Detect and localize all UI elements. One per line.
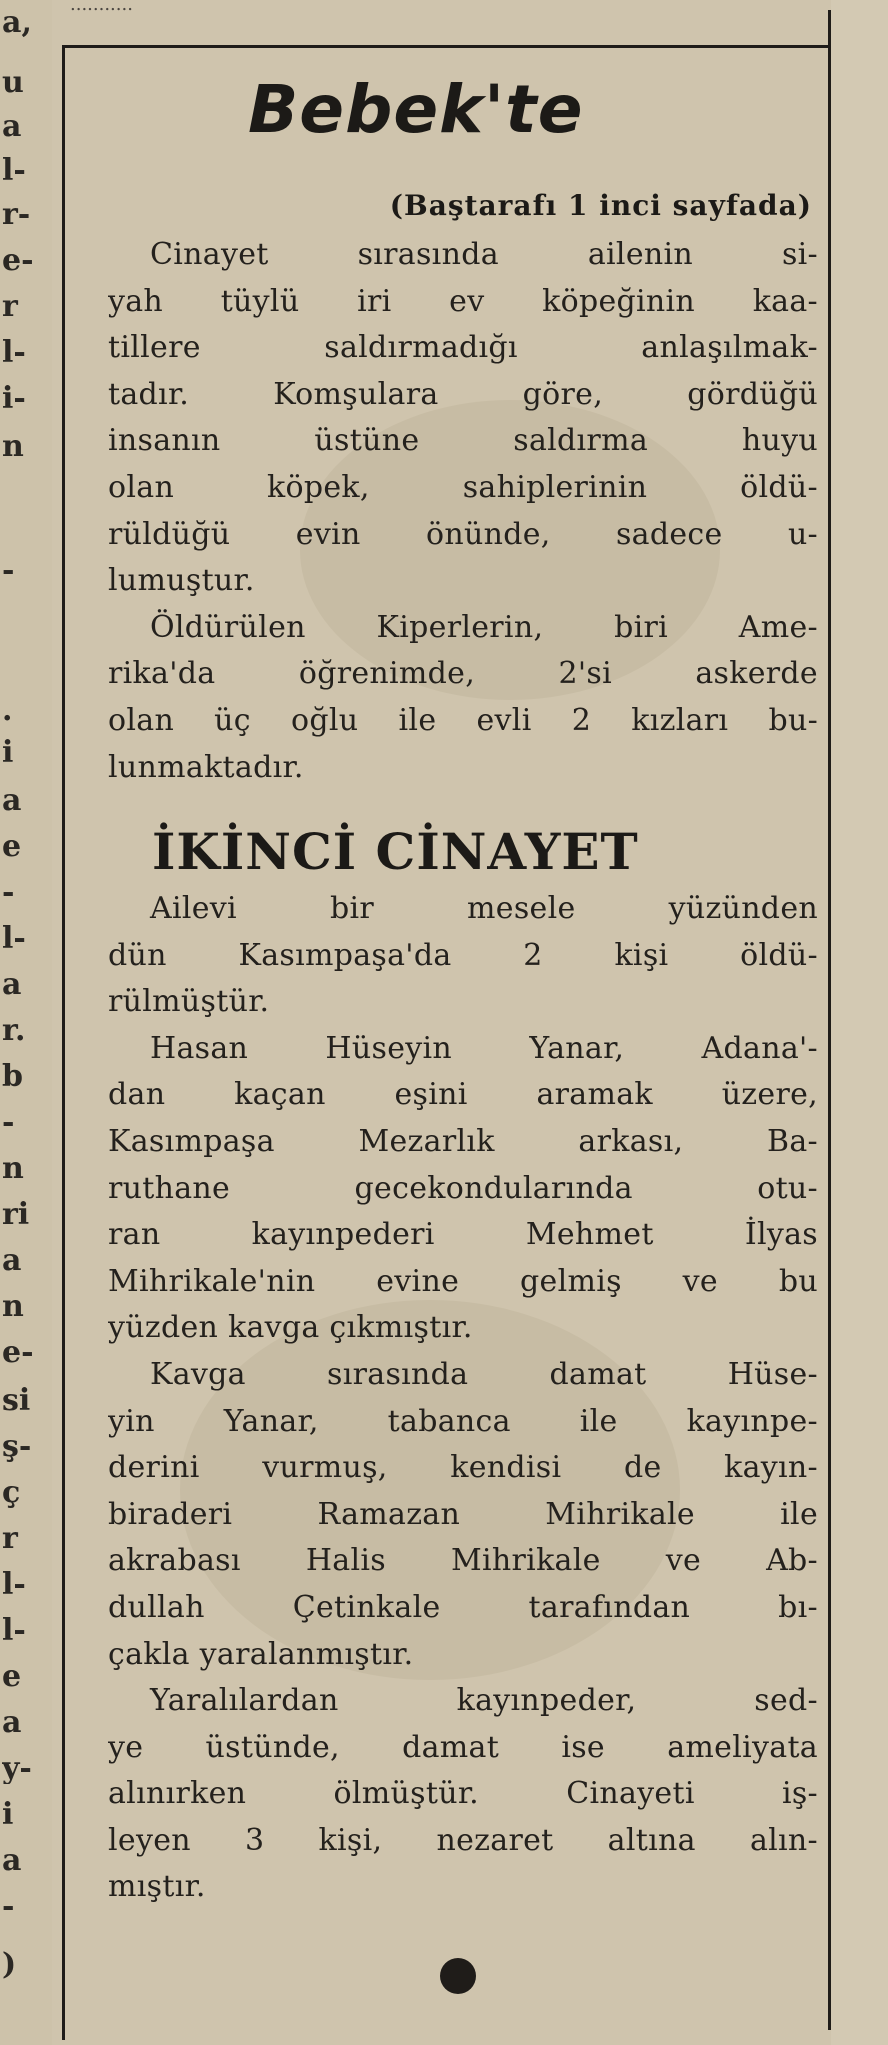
fragment-letter: r [2, 292, 18, 322]
article-headline: Bebek'te [248, 71, 584, 148]
body-line: ye üstünde, damat ise ameliyata [108, 1729, 818, 1765]
body-line: ran kayınpederi Mehmet İlyas [108, 1217, 818, 1253]
body-line: yüzden kavga çıkmıştır. [108, 1310, 473, 1346]
fragment-letter: e [2, 832, 22, 862]
section-heading: İKİNCİ CİNAYET [152, 822, 639, 881]
fragment-letter: l- [2, 1570, 26, 1600]
body-line: lunmaktadır. [108, 749, 304, 785]
fragment-letter: n [2, 432, 24, 462]
body-line: Kasımpaşa Mezarlık arkası, Ba- [108, 1123, 818, 1159]
body-line: yah tüylü iri ev köpeğinin kaa- [108, 283, 818, 319]
fragment-letter: e- [2, 1338, 34, 1368]
body-line: derini vurmuş, kendisi de kayın- [108, 1450, 818, 1486]
body-line: olan üç oğlu ile evli 2 kızları bu- [108, 702, 818, 738]
frame-top-rule [62, 45, 832, 48]
fragment-letter: si [2, 1386, 31, 1416]
continuation-note: (Baştarafı 1 inci sayfada) [389, 189, 812, 222]
body-line: dullah Çetinkale tarafından bı- [108, 1589, 818, 1625]
right-margin [831, 0, 888, 2045]
article-body-part-2 [108, 886, 818, 1911]
fragment-letter: n [2, 1292, 24, 1322]
fragment-letter: i [2, 738, 14, 768]
body-line: dan kaçan eşini aramak üzere, [108, 1077, 818, 1113]
body-line: lumuştur. [108, 563, 255, 599]
body-line: Yaralılardan kayınpeder, sed- [150, 1683, 818, 1719]
fragment-letter: i- [2, 384, 26, 414]
body-line: olan köpek, sahiplerinin öldü- [108, 469, 818, 505]
fragment-letter: a [2, 1846, 22, 1876]
body-line: yin Yanar, tabanca ile kayınpe- [108, 1403, 818, 1439]
fragment-letter: - [2, 878, 15, 908]
fragment-letter: u [2, 68, 24, 98]
fragment-letter: a [2, 786, 22, 816]
body-line: Mihrikale'nin evine gelmiş ve bu [108, 1263, 818, 1299]
body-line: Kavga sırasında damat Hüse- [150, 1356, 818, 1392]
fragment-letter: l- [2, 156, 26, 186]
fragment-letter: r- [2, 200, 31, 230]
body-line: mıştır. [108, 1869, 206, 1905]
body-line: biraderi Ramazan Mihrikale ile [108, 1496, 818, 1532]
fragment-letter: r. [2, 1016, 26, 1046]
body-line: leyen 3 kişi, nezaret altına alın- [108, 1822, 818, 1858]
fragment-letter: - [2, 1108, 15, 1138]
body-line: tillere saldırmadığı anlaşılmak- [108, 330, 818, 366]
body-line: tadır. Komşulara göre, gördüğü [108, 376, 818, 412]
body-line: Ailevi bir mesele yüzünden [150, 891, 818, 926]
fragment-letter: n [2, 1154, 24, 1184]
body-line: Cinayet sırasında ailenin si- [150, 237, 818, 272]
fragment-letter: e- [2, 246, 34, 276]
fragment-letter: a [2, 970, 22, 1000]
frame-left-rule [62, 45, 65, 2040]
body-line: dün Kasımpaşa'da 2 kişi öldü- [108, 937, 818, 973]
fragment-letter: a [2, 1708, 22, 1738]
adjacent-column-fragment [0, 0, 52, 2045]
cut-off-text-above: ........... [70, 0, 133, 14]
body-line: rüldüğü evin önünde, sadece u- [108, 516, 818, 552]
fragment-letter: a, [2, 8, 32, 38]
fragment-letter: l- [2, 924, 26, 954]
end-mark-bullet [440, 1958, 476, 1994]
fragment-letter: ri [2, 1200, 30, 1230]
body-line: insanın üstüne saldırma huyu [108, 423, 818, 459]
body-line: çakla yaralanmıştır. [108, 1636, 414, 1672]
fragment-letter: b [2, 1062, 23, 1092]
fragment-letter: r [2, 1524, 18, 1554]
fragment-letter: a [2, 112, 22, 142]
body-line: akrabası Halis Mihrikale ve Ab- [108, 1543, 818, 1579]
fragment-letter: l- [2, 1616, 26, 1646]
body-line: Öldürülen Kiperlerin, biri Ame- [150, 609, 818, 645]
fragment-letter: ş- [2, 1432, 32, 1462]
fragment-letter: y- [2, 1754, 32, 1784]
fragment-letter: - [2, 556, 15, 586]
body-line: Hasan Hüseyin Yanar, Adana'- [150, 1030, 818, 1066]
body-line: rülmüştür. [108, 984, 270, 1020]
fragment-letter: . [2, 696, 13, 726]
fragment-letter: i [2, 1800, 14, 1830]
fragment-letter: e [2, 1662, 22, 1692]
body-line: ruthane gecekondularında otu- [108, 1170, 818, 1206]
fragment-letter: a [2, 1246, 22, 1276]
article-body-part-1 [108, 232, 818, 791]
body-line: rika'da öğrenimde, 2'si askerde [108, 656, 818, 692]
fragment-letter: l- [2, 338, 26, 368]
body-line: alınırken ölmüştür. Cinayeti iş- [108, 1776, 818, 1812]
fragment-letter: ç [2, 1478, 21, 1508]
fragment-letter: ) [2, 1950, 17, 1980]
fragment-letter: - [2, 1892, 15, 1922]
